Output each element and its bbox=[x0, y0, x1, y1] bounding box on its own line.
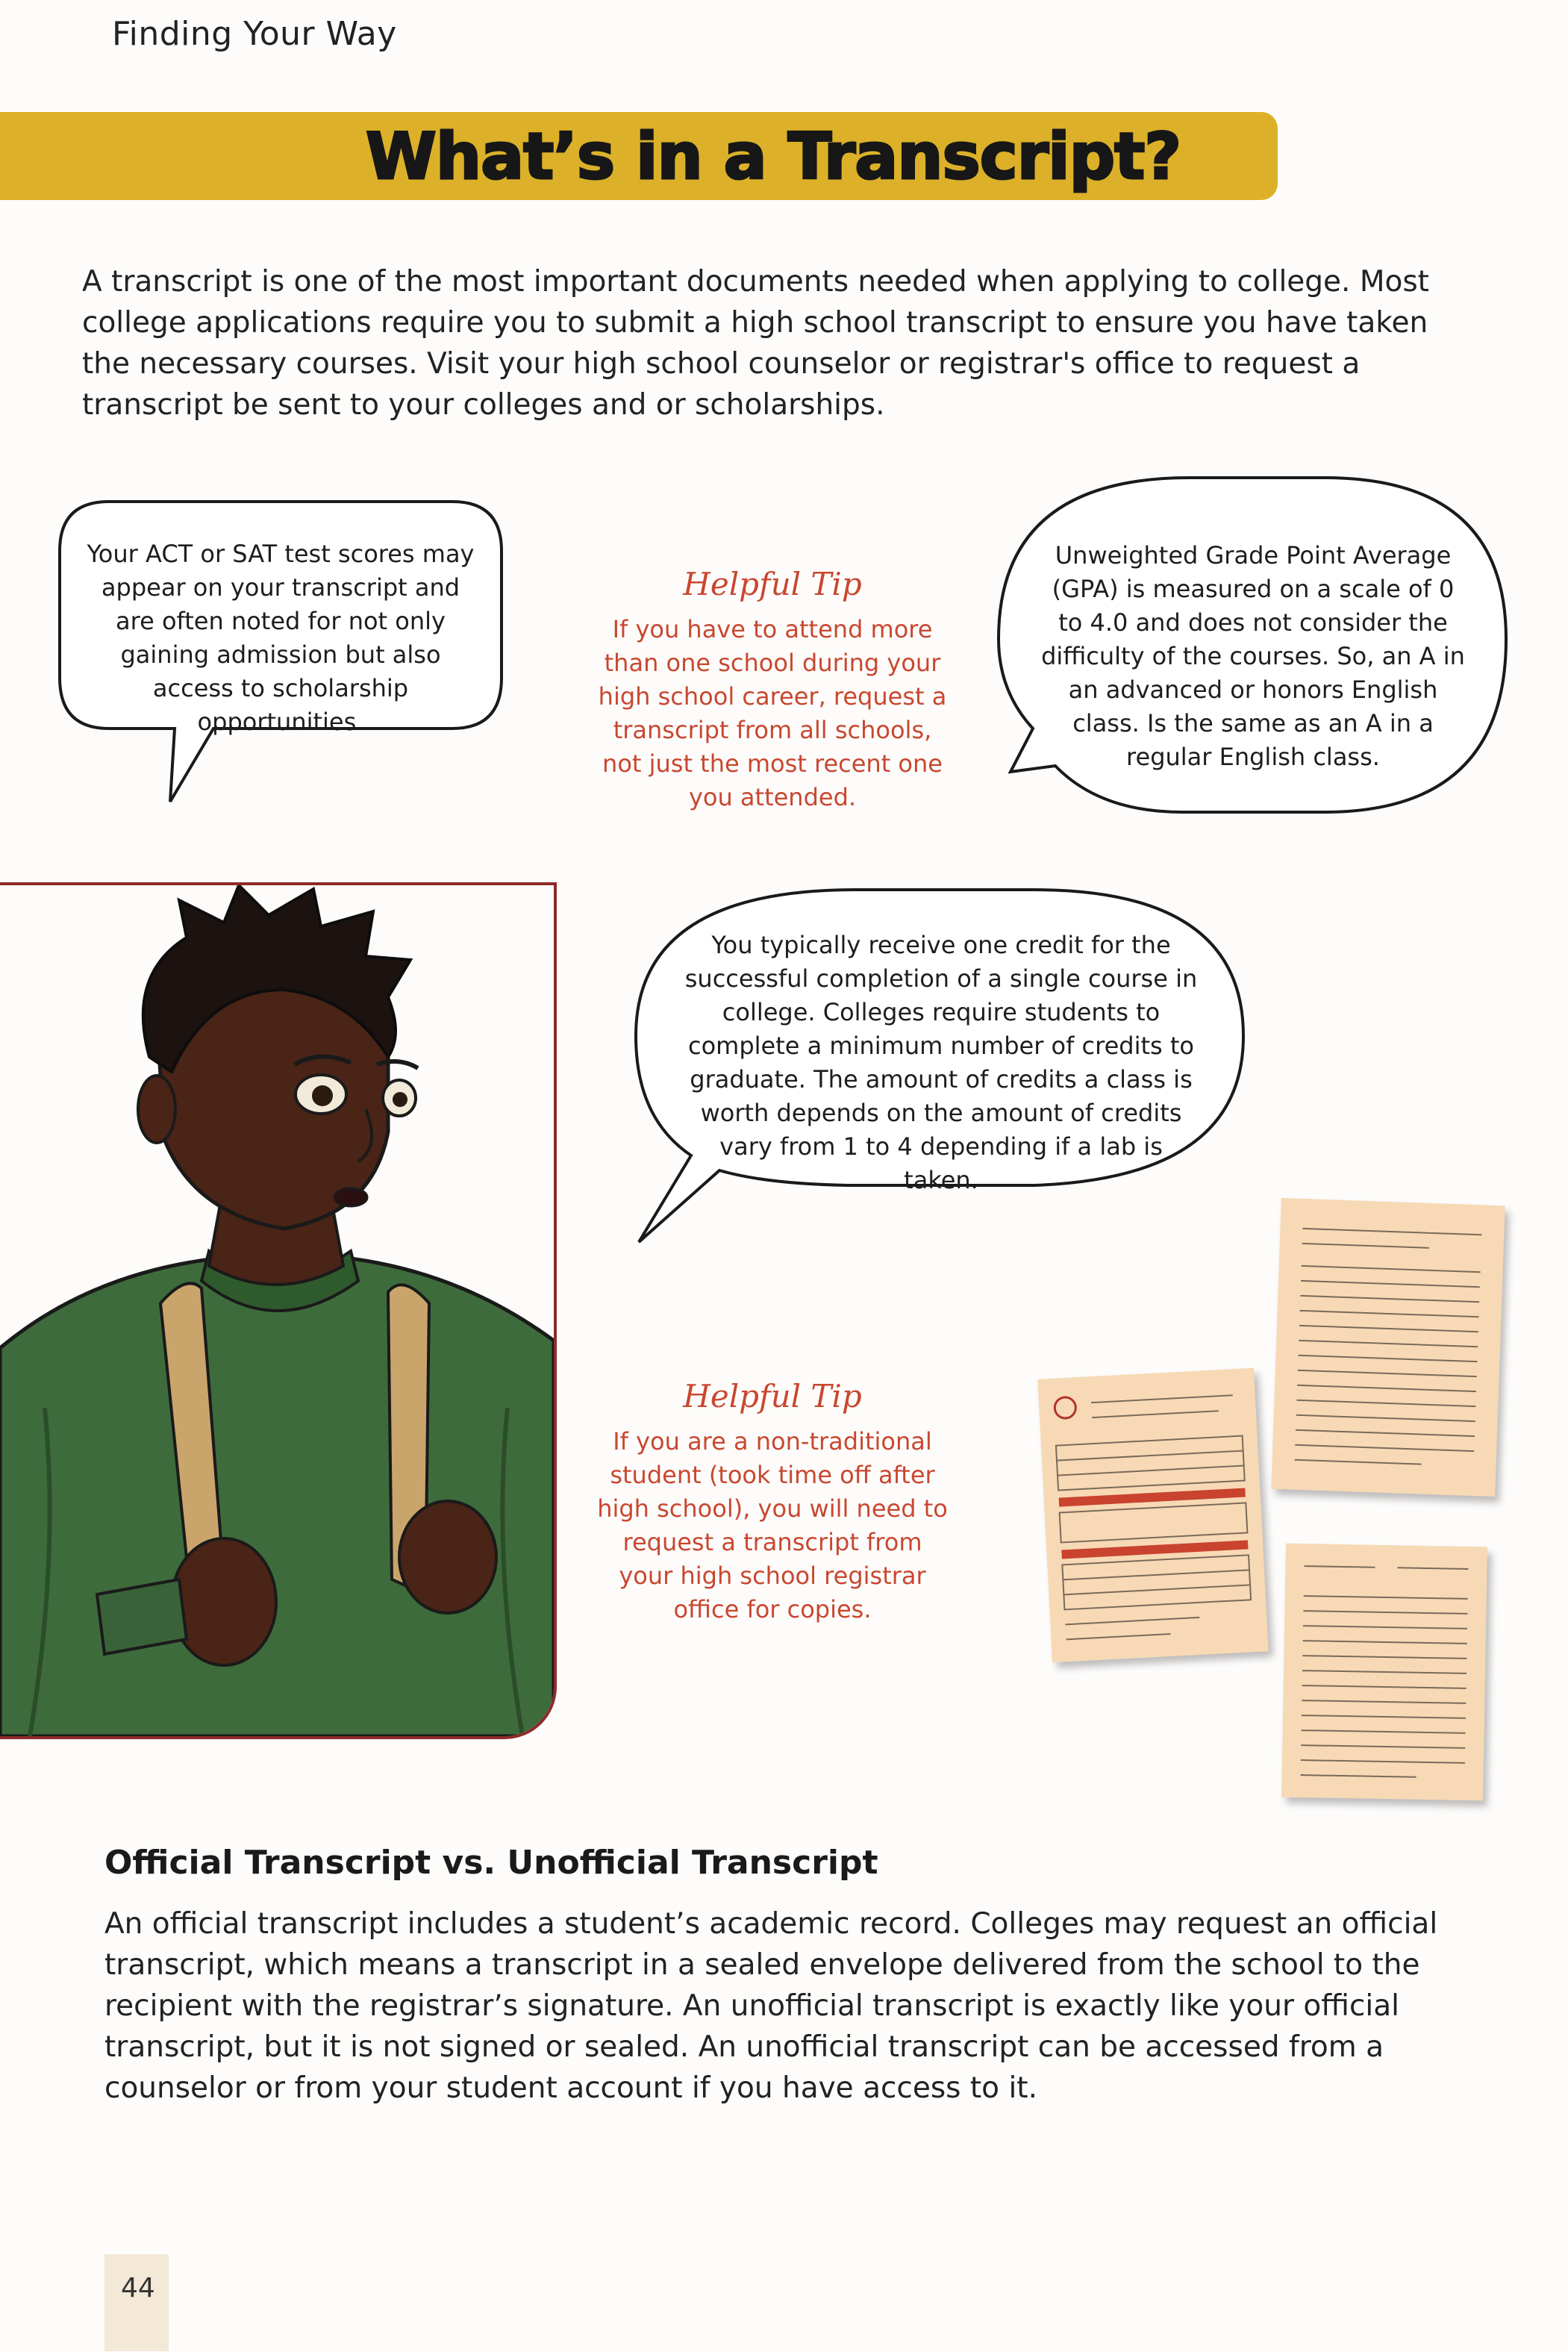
transcript-lines bbox=[1281, 1544, 1487, 1801]
form-lines bbox=[1037, 1368, 1268, 1663]
section-heading: Official Transcript vs. Unofficial Transcript bbox=[104, 1844, 878, 1882]
intro-paragraph: A transcript is one of the most important documents needed when applying to college. Most college applications require you to submit a high school transcript to ensure you have taken the necessary courses. Visit your high school counselor or registrar's office to request a transcript be sent to your colleges and or scholarships. bbox=[82, 265, 1429, 422]
speech-bubble-test-scores bbox=[57, 499, 505, 812]
section-body: An official transcript includes a student’s academic record. Colleges may request an official transcript, which means a transcript in a sealed envelope delivered from the school to the recipient with the registrar’s signature. An unofficial transcript is exactly like your official transcript, but it is not signed or sealed. An unofficial transcript can be accessed from a counselor or from your student account if you have access to it. bbox=[104, 1907, 1438, 2105]
transcript-request-form bbox=[1037, 1368, 1268, 1663]
running-header: Finding Your Way bbox=[112, 15, 397, 53]
page-number: 44 bbox=[121, 2273, 155, 2303]
page-title: What’s in a Transcript? bbox=[366, 119, 1181, 194]
gpa-text: Unweighted Grade Point Average (GPA) is measured on a scale of 0 to 4.0 and does not consider the difficulty of the courses. So, an A in an advanced or honors English class. Is the same as an A in a regular English class. bbox=[1041, 541, 1465, 771]
tip-heading: Helpful Tip bbox=[683, 566, 862, 602]
speech-bubble-credits bbox=[631, 887, 1246, 1245]
transcript-sheet-1 bbox=[1271, 1198, 1505, 1497]
helpful-tip-multiple-schools bbox=[597, 566, 948, 814]
student-figure bbox=[0, 885, 554, 1736]
helpful-tip-non-traditional bbox=[597, 1378, 948, 1626]
credits-text: You typically receive one credit for the successful completion of a single course in college. Colleges require students to complete a minimum number of credits to graduate. The amount of credits a class is worth depends on the amount of credits vary from 1 to 4 depending if a lab is taken. bbox=[684, 931, 1198, 1194]
tip-body: If you have to attend more than one school during your high school career, request a transcript from all schools, not just the most recent one you attended. bbox=[598, 615, 947, 811]
student-illustration bbox=[0, 882, 557, 1739]
test-scores-text: Your ACT or SAT test scores may appear on your transcript and are often noted for not only gaining admission but also access to scholarship opportunities. bbox=[87, 540, 475, 736]
transcript-documents-illustration bbox=[1037, 1202, 1508, 1814]
speech-bubble-gpa bbox=[996, 475, 1511, 826]
transcript-lines bbox=[1271, 1198, 1505, 1497]
tip-heading: Helpful Tip bbox=[683, 1378, 862, 1414]
transcript-sheet-2 bbox=[1281, 1544, 1487, 1801]
tip-body: If you are a non-traditional student (took time off after high school), you will need to request a transcript from your high school registrar office for copies. bbox=[597, 1427, 948, 1623]
